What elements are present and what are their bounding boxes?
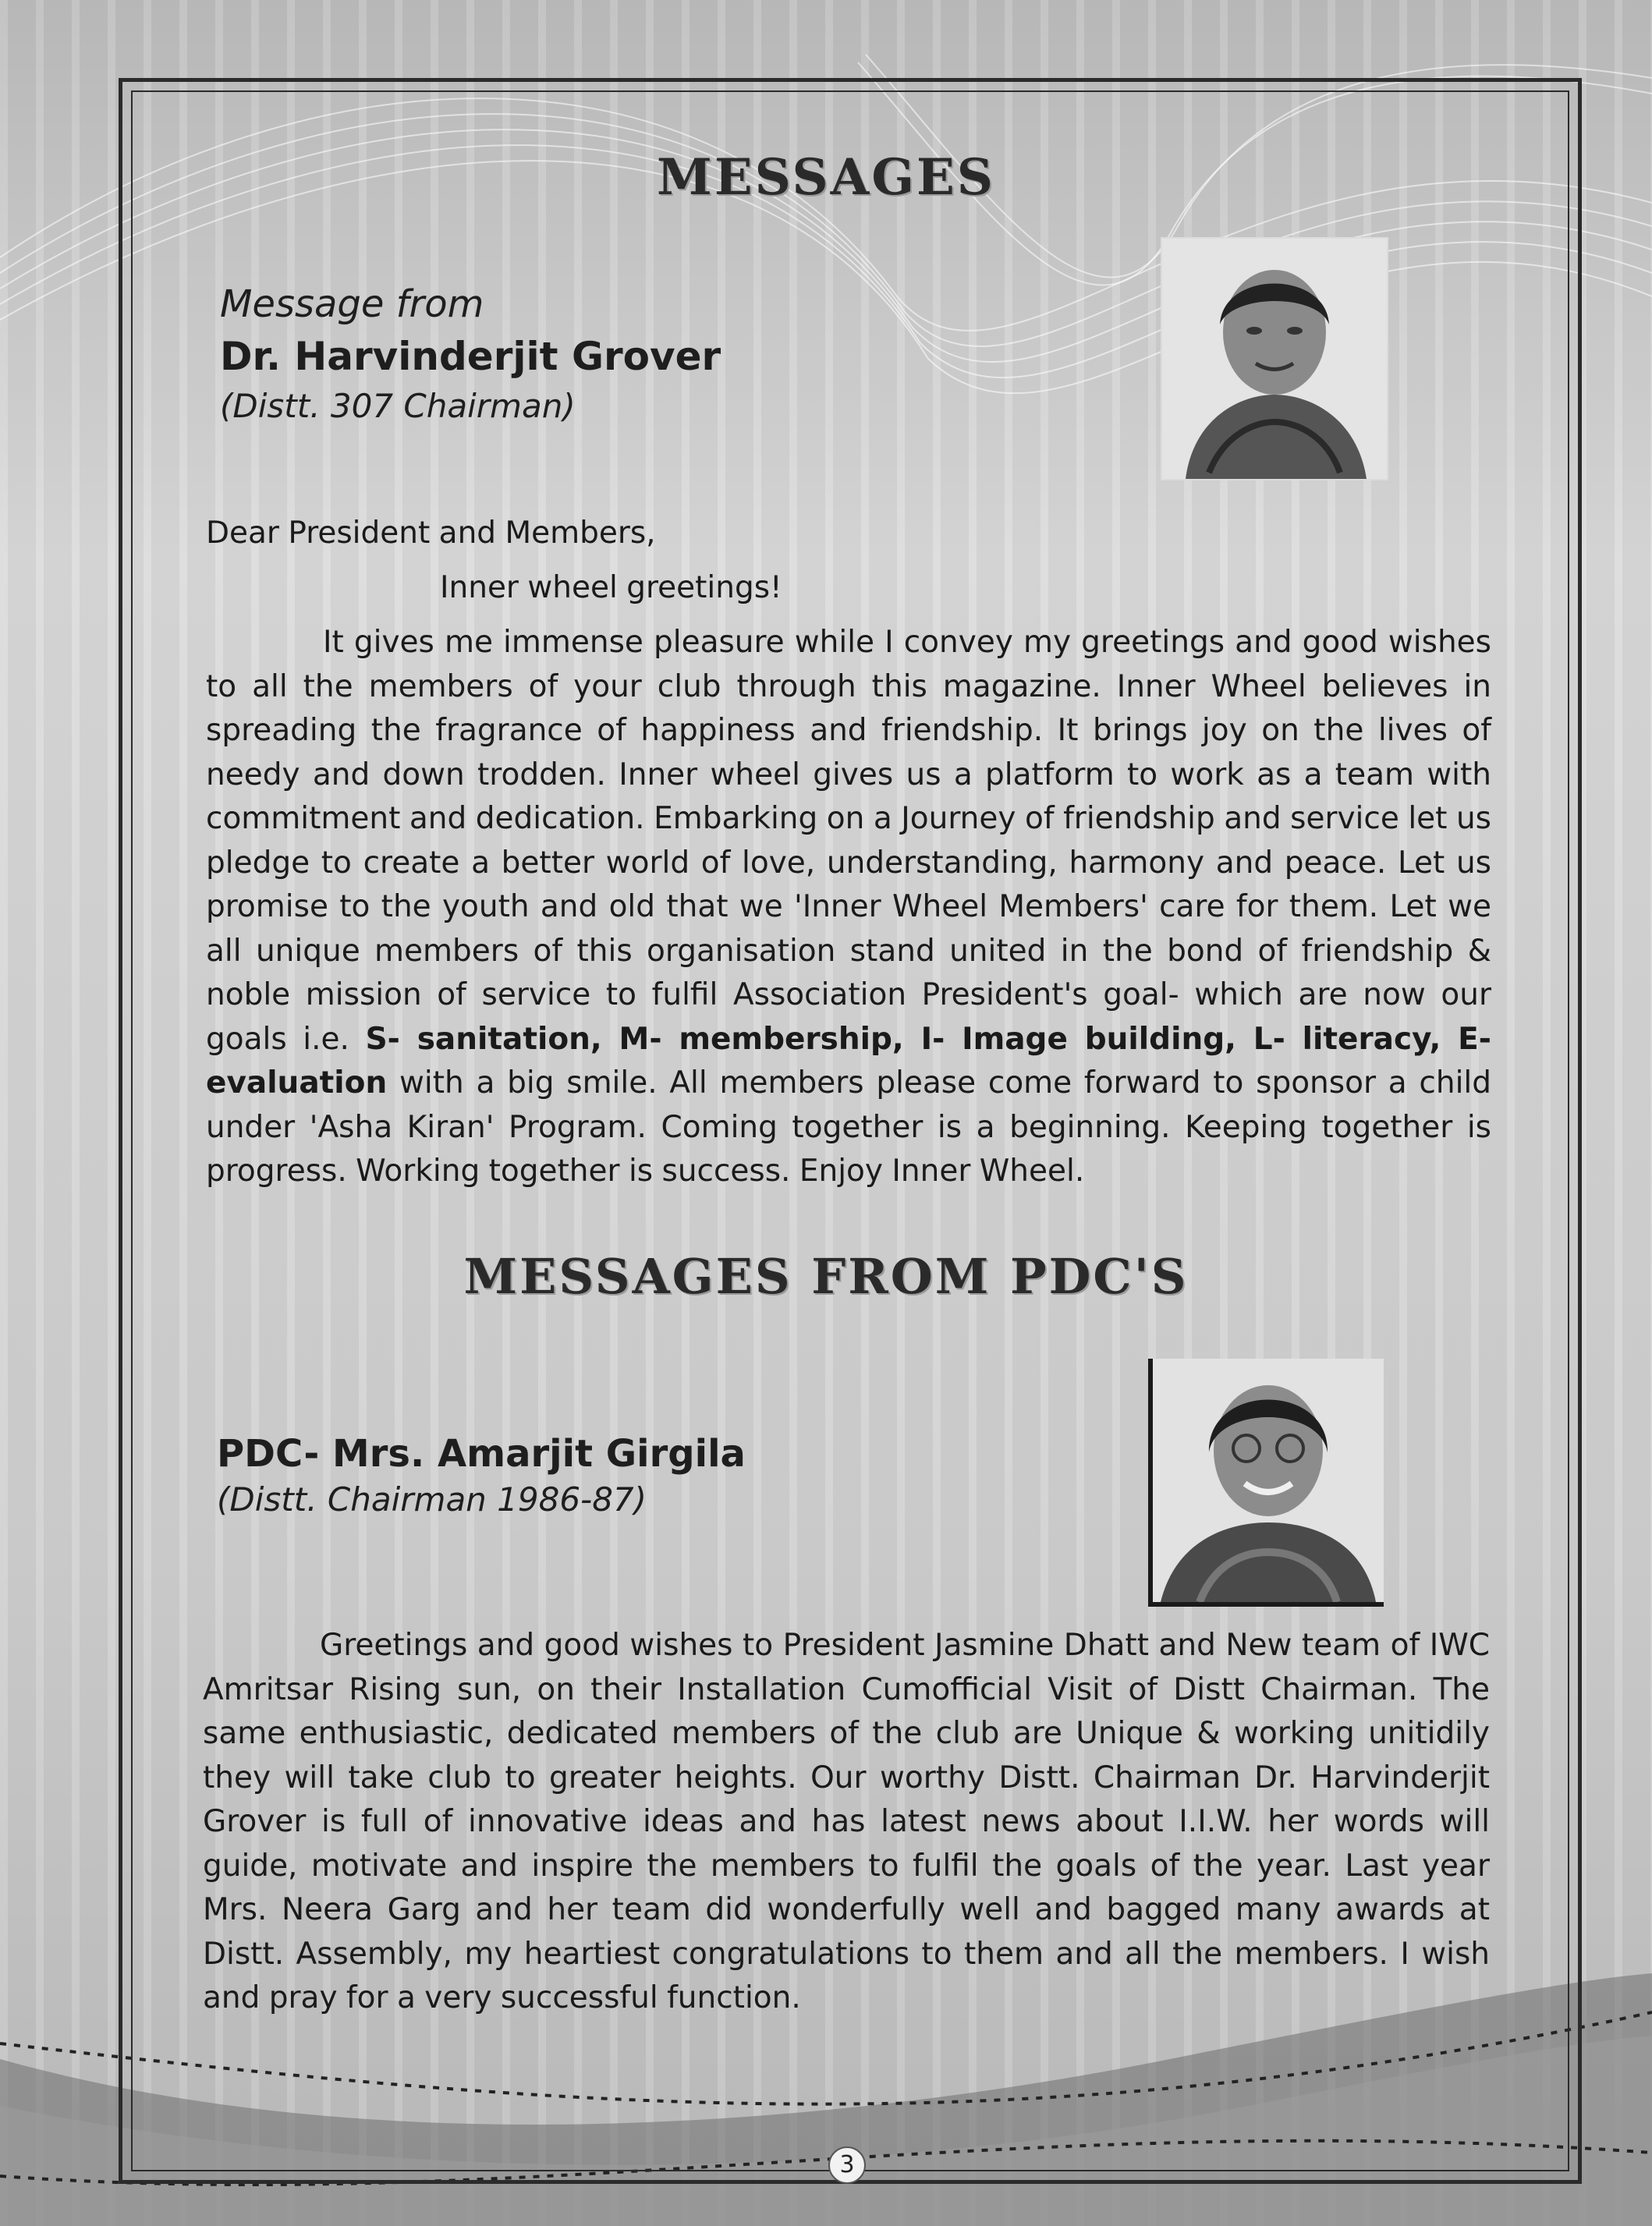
chairman-role: (Distt. 307 Chairman) — [220, 387, 576, 425]
pdc-portrait-photo — [1148, 1359, 1384, 1607]
page-number: 3 — [828, 2146, 866, 2184]
chairman-body-part1: It gives me immense pleasure while I convey my greetings and good wishes to all the members of your club through this magazine. Inner Wheel believes in spreading the fragrance of happiness and friendship. It brings joy on the lives of needy and down trodden. Inner wheel gives us a platform to work as a team with commitment and dedication. Embarking on a Journey of friendship and service let us pledge to create a better world of love, understanding, harmony and peace. Let us promise to the youth and old that we 'Inner Wheel Members' care for them. Let we all unique members of this organisation stand united in the bond of friendship & noble mission of service to fulfil Association President's goal- which are now our goals i.e. — [206, 625, 1491, 1057]
chairman-name: Dr. Harvinderjit Grover — [220, 334, 721, 379]
chairman-body-part2: with a big smile. All members please come forward to sponsor a child under 'Asha Kiran' Program. Coming together is a beginning. Keeping together is progress. Working together is success. Enjoy Inner Wheel. — [206, 1065, 1491, 1189]
salutation-text: Dear President and Members, — [206, 516, 656, 551]
pdc-messages-heading: MESSAGES FROM PDC'S — [463, 1248, 1189, 1305]
chairman-message-body — [206, 621, 1491, 1194]
chairman-portrait-photo — [1161, 237, 1388, 480]
portrait-placeholder-icon — [1162, 239, 1387, 479]
message-from-label: Message from — [220, 282, 484, 326]
messages-heading: MESSAGES — [657, 148, 995, 207]
pdc-name: PDC- Mrs. Amarjit Girgila — [217, 1432, 746, 1476]
pdc-message-body: Greetings and good wishes to President Jasmine Dhatt and New team of IWC Amritsar Rising sun, on their Installation Cumofficial Visit of Distt Chairman. The same enthusiastic, dedicated members of the club are Unique & working unitidily they will take club to greater heights. Our worthy Distt. Chairman Dr. Harvinderjit Grover is full of innovative ideas and has latest news about I.I.W. her words will guide, motivate and inspire the members to fulfil the goals of the year. Last year Mrs. Neera Garg and her team did wonderfully well and bagged many awards at Distt. Assembly, my heartiest congratulations to them and all the members. I wish and pray for a very successful function. — [203, 1628, 1490, 2015]
portrait-placeholder-icon — [1153, 1359, 1384, 1602]
pdc-role: (Distt. Chairman 1986-87) — [217, 1480, 647, 1519]
greeting-text: Inner wheel greetings! — [440, 570, 782, 605]
chairman-goals-bold: S- sanitation, M- membership, I- Image building, L- literacy, E- evaluation — [206, 1021, 1491, 1101]
